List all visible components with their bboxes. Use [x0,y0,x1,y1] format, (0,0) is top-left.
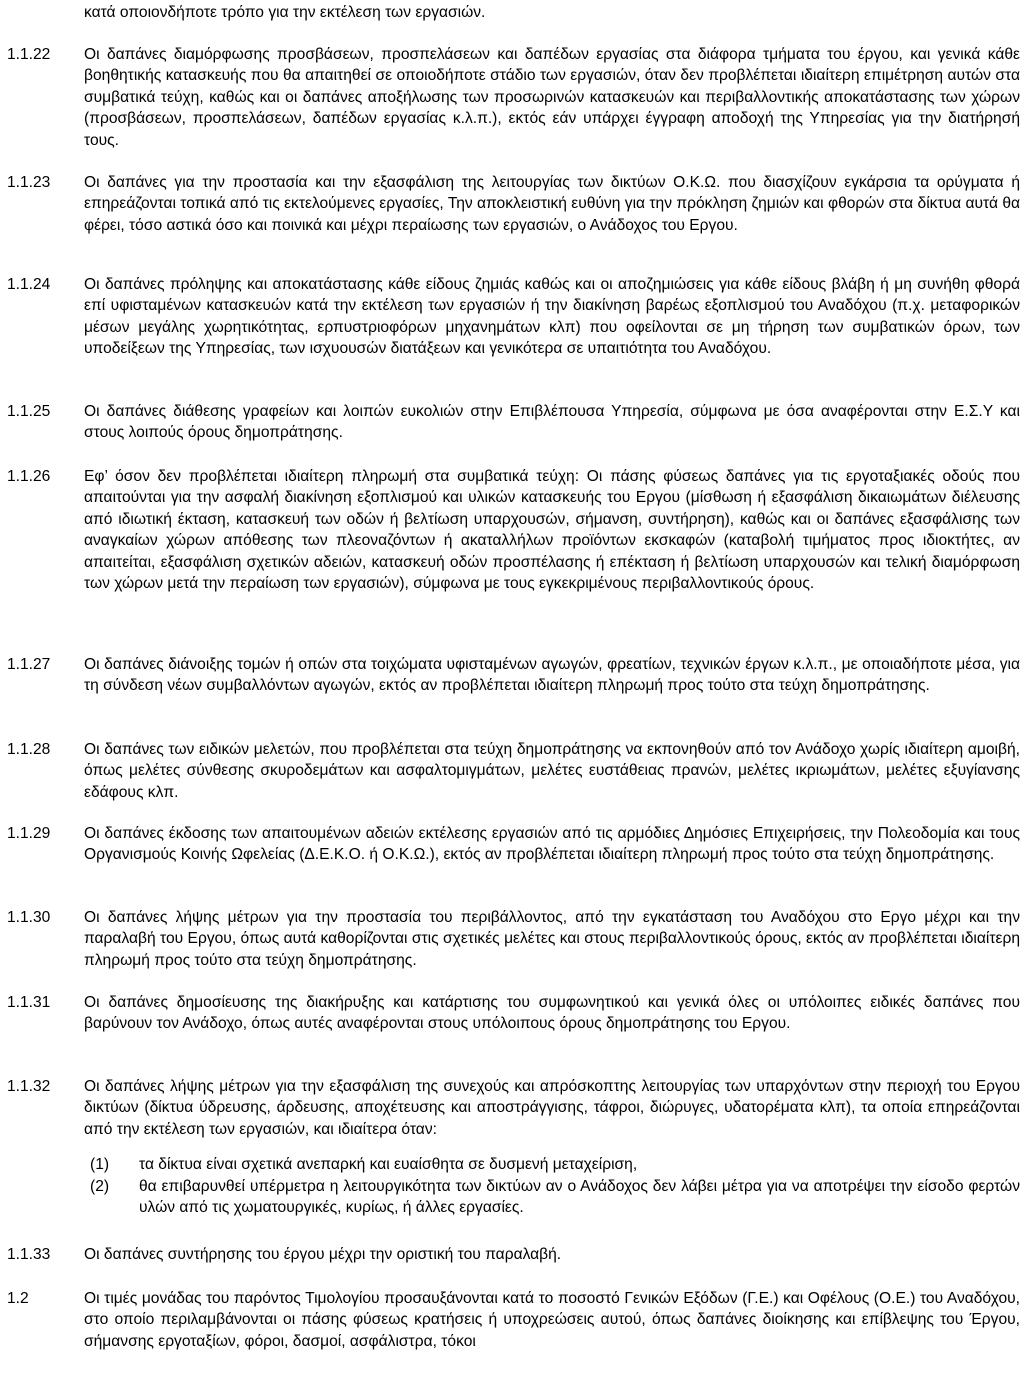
clause-1-1-24 [0,274,1024,360]
list-item [0,1176,1024,1219]
clause-number: 1.1.23 [7,174,51,191]
clause-text: Εφ’ όσον δεν προβλέπεται ιδιαίτερη πληρωμή στα συμβατικά τεύχη: Οι πάσης φύσεως δαπάνες για τις εργοταξιακές οδούς που απαιτούνται για την ασφαλή διακίνηση εξοπλισμού και υλικών κατασκευής του Εργου (μίσθωση ή εξασφάλιση δικαιωμάτων διέλευσης από ιδιωτική έκταση, κατασκευή των οδών ή βελτίωση υπαρχουσών, σήμανση, συντήρηση), καθώς και οι δαπάνες εξασφάλισης των αναγκαίων χώρων απόθεσης των πλεοναζόντων ή ακαταλλήλων προϊόντων εκσκαφών (καταβολή τιμήματος προς ιδιοκτήτες, αν απαιτείται, εξασφάλιση σχετικών αδειών, κατασκευή οδών προσπέλασης ή επέκταση ή βελτίωση υπαρχουσών και τελική διαμόρφωση των χώρων μετά την περαίωση των εργασιών), σύμφωνα με τους εγκεκριμένους περιβαλλοντικούς όρους. [84,468,1020,593]
clause-number: 1.1.33 [7,1246,51,1263]
clause-text: Οι δαπάνες λήψης μέτρων για την προστασία του περιβάλλοντος, από την εγκατάσταση του Αναδόχου στο Εργο μέχρι και την παραλαβή του Εργου, όπως αυτά καθορίζονται στις σχετικές μελέτες και στους περιβαλλοντικούς όρους, εκτός αν προβλέπεται ιδιαίτερη πληρωμή προς τούτο στα τεύχη δημοπράτησης. [84,909,1020,969]
clause-1-1-33 [0,1244,1024,1265]
clause-1-2 [0,1288,1024,1352]
clause-sub-list [0,1154,1024,1218]
clause-text: Οι τιμές μονάδας του παρόντος Τιμολογίου προσαυξάνονται κατά το ποσοστό Γενικών Εξόδων (Γ.Ε.) και Οφέλους (Ο.Ε.) του Αναδόχου, στο οποίο περιλαμβάνονται οι πάσης φύσεως κρατήσεις ή υποχρεώσεις αυτού, όπως δαπάνες διοίκησης και επίβλεψης του Έργου, σήμανσης εργοταξίων, φόροι, δασμοί, ασφάλιστρα, τόκοι [84,1290,1020,1350]
clause-text: Οι δαπάνες συντήρησης του έργου μέχρι την οριστική του παραλαβή. [84,1246,562,1263]
clause-text: Οι δαπάνες για την προστασία και την εξασφάλιση της λειτουργίας των δικτύων Ο.Κ.Ω. που διασχίζουν εγκάρσια τα ορύγματα ή επηρεάζονται τοπικά από τις εκτελούμενες εργασίες, Την αποκλειστική ευθύνη για την πρόκληση ζημιών και φθορών στα δίκτυα αυτά θα φέρει, τόσο αστικά όσο και ποινικά και μέχρι περαίωσης των εργασιών, ο Ανάδοχος του Εργου. [84,174,1021,234]
clause-1-1-30 [0,907,1024,971]
clause-text: Οι δαπάνες διαμόρφωσης προσβάσεων, προσπελάσεων και δαπέδων εργασίας στα διάφορα τμήματα του έργου, και γενικά κάθε βοηθητικής κατασκευής που θα απαιτηθεί σε οποιοδήποτε στάδιο των εργασιών, όταν δεν προβλέπεται ιδιαίτερη επιμέτρηση αυτών στα συμβατικά τεύχη, καθώς και οι δαπάνες αποξήλωσης των προσωρινών κατασκευών και περιβαλλοντικής αποκατάστασης των χώρων (προσβάσεων, προσπελάσεων, δαπέδων εργασίας κ.λ.π.), εκτός εάν υπάρχει έγγραφη αποδοχή της Υπηρεσίας για την διατήρησή τους. [84,46,1020,149]
clause-text: Οι δαπάνες πρόληψης και αποκατάστασης κάθε είδους ζημιάς καθώς και οι αποζημιώσεις για κάθε είδους βλάβη ή μη συνήθη φθορά επί υφισταμένων κατασκευών κατά την εκτέλεση των εργασιών ή την διακίνηση βαρέως εξοπλισμού του Αναδόχου (π.χ. μεταφορικών μέσων μεγάλης χωρητικότητας, ερπυστριοφόρων μηχανημάτων κλπ) που οφείλονται σε μη τήρηση των συμβατικών όρων, των υποδείξεων της Υπηρεσίας, των ισχυουσών διατάξεων και γενικότερα σε υπαιτιότητα του Αναδόχου. [84,276,1020,358]
clause-1-1-31 [0,992,1024,1035]
clause-1-1-23 [0,172,1024,236]
clause-number: 1.1.28 [7,741,51,758]
clause-text: Οι δαπάνες διάθεσης γραφείων και λοιπών ευκολιών στην Επιβλέπουσα Υπηρεσία, σύμφωνα με όσα αναφέρονται στην Ε.Σ.Υ και στους λοιπούς όρους δημοπράτησης. [84,403,1020,442]
clause-1-1-25 [0,401,1024,444]
clause-1-1-32 [0,1076,1024,1218]
clause-text: Οι δαπάνες έκδοσης των απαιτουμένων αδειών εκτέλεσης εργασιών από τις αρμόδιες Δημόσιες Επιχειρήσεις, την Πολεοδομία και τους Οργανισμούς Κοινής Ωφελείας (Δ.Ε.Κ.Ο. ή Ο.Κ.Ω.), εκτός αν προβλέπεται ιδιαίτερη πληρωμή προς τούτο στα τεύχη δημοπράτησης. [84,825,1020,864]
list-item [0,1154,1024,1175]
clause-text: Οι δαπάνες διάνοιξης τομών ή οπών στα τοιχώματα υφισταμένων αγωγών, φρεατίων, τεχνικών έργων κ.λ.π., με οποιαδήποτε μέσα, για τη σύνδεση νέων συμβαλλόντων αγωγών, εκτός αν προβλέπεται ιδιαίτερη πληρωμή προς τούτο στα τεύχη δημοπράτησης. [84,656,1020,695]
clause-1-1-27 [0,654,1024,697]
clause-1-1-26 [0,466,1024,594]
clause-number: 1.1.29 [7,825,51,842]
clause-1-1-29 [0,823,1024,866]
clause-text: Οι δαπάνες λήψης μέτρων για την εξασφάλιση της συνεχούς και απρόσκοπτης λειτουργίας των υπαρχόντων στην περιοχή του Εργου δικτύων (δίκτυα ύδρευσης, άρδευσης, αποχέτευσης και αποστράγγισης, τάφροι, διώρυγες, υδατορέματα κλπ), τα οποία επηρεάζονται από την εκτέλεση των εργασιών, και ιδιαίτερα όταν: [84,1078,1020,1138]
clause-number: 1.1.22 [7,46,51,63]
list-item-text: θα επιβαρυνθεί υπέρμετρα η λειτουργικότητα των δικτύων αν ο Ανάδοχος δεν λάβει μέτρα για να αποτρέψει την είσοδο φερτών υλών από τις χωματουργικές, κυρίως, ή άλλες εργασίες. [139,1177,1020,1217]
clause-number: 1.1.27 [7,656,51,673]
clause-number: 1.2 [7,1290,29,1307]
clause-text: Οι δαπάνες δημοσίευσης της διακήρυξης και κατάρτισης του συμφωνητικού και γενικά όλες οι υπόλοιπες ειδικές δαπάνες που βαρύνουν τον Ανάδοχο, όπως αυτές αναφέρονται στους υπόλοιπους όρους δημοπράτησης του Εργου. [84,994,1020,1033]
list-marker: (1) [90,1156,110,1174]
intro-continuation-text: κατά οποιονδήποτε τρόπο για την εκτέλεση των εργασιών. [84,4,486,21]
clause-text: Οι δαπάνες των ειδικών μελετών, που προβλέπεται στα τεύχη δημοπράτησης να εκπονηθούν από τον Ανάδοχο χωρίς ιδιαίτερη αμοιβή, όπως μελέτες σύνθεσης σκυροδεμάτων και ασφαλτομιγμάτων, μελέτες ευστάθειας πρανών, μελέτες ικριωμάτων, μελέτες εξυγίανσης εδάφους κλπ. [84,741,1020,801]
clause-number: 1.1.30 [7,909,51,926]
list-item-text: τα δίκτυα είναι σχετικά ανεπαρκή και ευαίσθητα σε δυσμενή μεταχείριση, [139,1156,638,1174]
clause-1-1-28 [0,739,1024,803]
list-marker: (2) [90,1177,110,1195]
clause-1-1-22 [0,44,1024,151]
clause-number: 1.1.24 [7,276,51,293]
clause-number: 1.1.26 [7,468,51,485]
clause-number: 1.1.32 [7,1078,51,1095]
clause-number: 1.1.25 [7,403,51,420]
clause-number: 1.1.31 [7,994,51,1011]
